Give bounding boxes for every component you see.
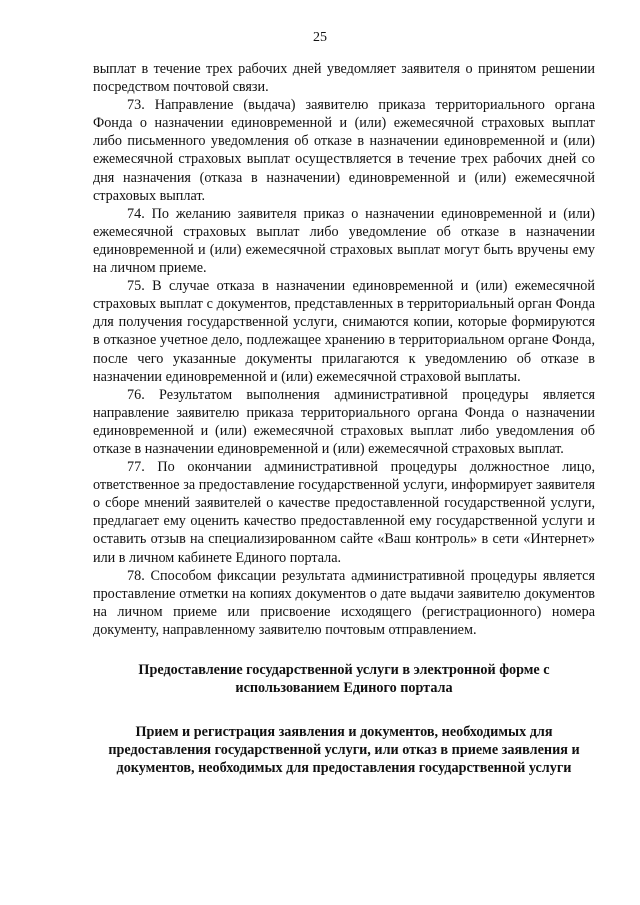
paragraph-77: 77. По окончании административной процедуры должностное лицо, ответственное за предоставление государственной услуги, информирует заявителя о сборе мнений заявителей о качестве предоставленной государственной услуги, предлагает ему оценить качество предоставленной ему государственной услуги и оставить отзыв на специализированном сайте «Ваш контроль» в сети «Интернет» или в личном кабинете Единого портала. xyxy=(93,459,595,566)
section-heading: Предоставление государственной услуги в электронной форме с использованием Единого портала xyxy=(138,662,550,697)
paragraph-74: 74. По желанию заявителя приказ о назначении единовременной и (или) ежемесячной страховых выплат либо уведомление об отказе в назначении единовременной и (или) ежемесячной страховых выплат могут быть вручены ему на личном приеме. xyxy=(93,205,595,277)
paragraph-78: 78. Способом фиксации результата административной процедуры является проставление отметки на копиях документов о дате выдачи заявителю документов на личном приеме или присвоение исходящего (регистрационного) номера документу, направленному заявителю почтовым отправлением. xyxy=(93,567,595,638)
page-number: 25 xyxy=(313,30,327,45)
subsection-heading: Прием и регистрация заявления и документов, необходимых для предоставления государственной услуги, или отказ в приеме заявления и документов, необходимых для предоставления государственной услуги xyxy=(108,724,580,777)
paragraph-76: 76. Результатом выполнения административной процедуры является направление заявителю приказа территориального органа Фонда о назначении единовременной и (или) ежемесячной страховых выплат либо уведомления об отказе в назначении единовременной и (или) ежемесячной страховых выплат. xyxy=(93,386,595,457)
paragraph-73: 73. Направление (выдача) заявителю приказа территориального органа Фонда о назначении единовременной и (или) ежемесячной страховых выплат либо письменного уведомления об отказе в назначении единовременной и (или) ежемесячной страховых выплат осуществляется в течение трех рабочих дней со дня назначения (отказа в назначении) единовременной и (или) ежемесячной страховых выплат. xyxy=(93,97,595,204)
document-body xyxy=(93,60,595,777)
paragraph-continuation: выплат в течение трех рабочих дней уведомляет заявителя о принятом решении посредством почтовой связи. xyxy=(93,61,595,96)
paragraph-75: 75. В случае отказа в назначении единовременной и (или) ежемесячной страховых выплат с документов, представленных в территориальный орган Фонда для получения государственной услуги, снимаются копии, которые формируются в отказное учетное дело, подлежащее хранению в территориальном органе Фонда, после чего указанные документы прилагаются к уведомлению об отказе в назначении единовременной и (или) ежемесячной страховой выплаты. xyxy=(93,278,595,385)
